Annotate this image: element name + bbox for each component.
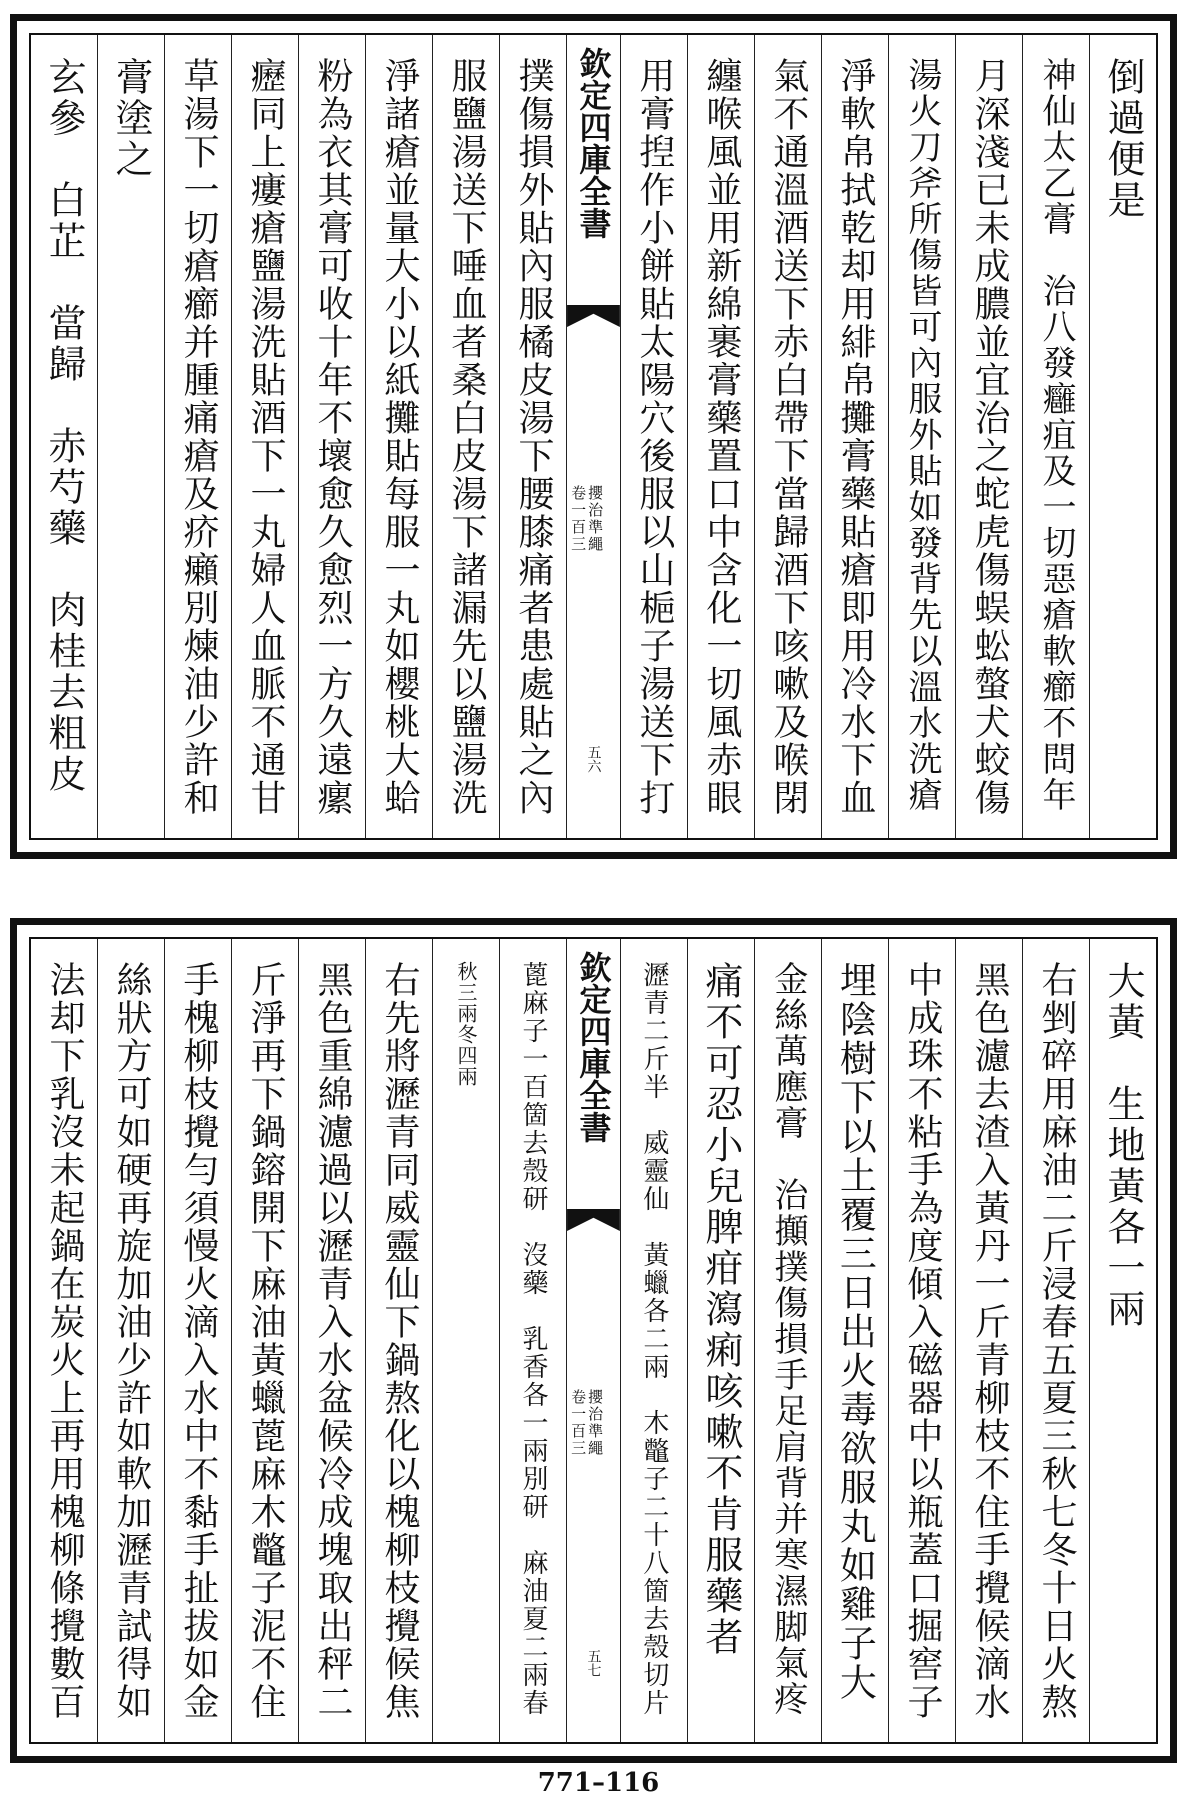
book-title: 欽定四庫全書 <box>574 47 613 239</box>
top-column-3 <box>955 35 1022 838</box>
text-column: 法却下乳沒未起鍋在炭火上再用槐柳條攪數百 <box>43 961 85 1721</box>
volume-label: 卷一百三 <box>569 485 588 553</box>
bottom-page-columns <box>29 937 1158 1744</box>
bottom-column-14 <box>164 939 231 1742</box>
bottom-column-1 <box>1089 939 1156 1742</box>
text-column: 瀝青二斤半 威靈仙 黃蠟各二兩 木鼈子二十八箇去殼切片 <box>638 961 669 1717</box>
text-column: 玄參 白芷 當歸 赤芍藥 肉桂去粗皮 <box>41 57 86 795</box>
text-column: 斤淨再下鍋鎔開下麻油黃蠟蓖麻木鼈子泥不住 <box>244 961 286 1721</box>
text-column: 神仙太乙膏 治八發癰疽及一切惡瘡軟癤不問年 <box>1035 57 1076 813</box>
text-column: 粉為衣其膏可收十年不壞愈久愈烈一方久遠瘰 <box>312 57 353 817</box>
text-column: 中成珠不粘手為度傾入磁器中以瓶蓋口掘窖子 <box>901 961 943 1721</box>
top-column-16 <box>31 35 97 838</box>
bottom-column-16 <box>31 939 97 1742</box>
top-column-14 <box>164 35 231 838</box>
top-column-12 <box>298 35 365 838</box>
top-column-10 <box>432 35 499 838</box>
top-column-9 <box>499 35 566 838</box>
top-column-1 <box>1089 35 1156 838</box>
bottom-column-8 <box>620 939 687 1742</box>
book-subtitle: 攖治準繩 <box>586 485 605 553</box>
bottom-column-4 <box>888 939 955 1742</box>
top-column-11 <box>365 35 432 838</box>
page-number: 771–116 <box>537 1768 660 1798</box>
text-column: 黑色重綿濾過以瀝青入水盆候冷成塊取出秤二 <box>312 961 353 1721</box>
text-column: 膏塗之 <box>108 57 153 180</box>
text-column: 撲傷損外貼內服橘皮湯下腰膝痛者患處貼之內 <box>513 57 555 817</box>
text-column: 氣不通溫酒送下赤白帶下當歸酒下咳嗽及喉閉 <box>767 57 809 817</box>
text-column: 黑色濾去渣入黃丹一斤青柳枝不住手攪候滴水 <box>968 961 1010 1721</box>
text-column: 絲狀方可如硬再旋加油少許如軟加瀝青試得如 <box>110 961 152 1721</box>
top-column-13 <box>231 35 298 838</box>
top-column-5 <box>821 35 888 838</box>
text-column: 右剉碎用麻油二斤浸春五夏三秋七冬十日火熬 <box>1035 961 1077 1721</box>
text-column: 淨諸瘡並量大小以紙攤貼每服一丸如櫻桃大蛤 <box>379 57 421 817</box>
top-column-4 <box>888 35 955 838</box>
text-column: 月深淺已未成膿並宜治之蛇虎傷蜈蚣螫犬蛟傷 <box>968 57 1010 817</box>
text-column: 用膏揑作小餅貼太陽穴後服以山梔子湯送下打 <box>633 57 675 817</box>
bottom-center-fold <box>566 939 620 1742</box>
text-column: 服鹽湯送下唾血者桑白皮湯下諸漏先以鹽湯洗 <box>446 57 488 817</box>
text-column: 湯火刀斧所傷皆可內服外貼如發背先以溫水洗瘡 <box>901 57 942 813</box>
folio-number: 五六 <box>585 745 602 773</box>
text-column: 倒過便是 <box>1100 57 1145 221</box>
bottom-column-7 <box>687 939 754 1742</box>
volume-label: 卷一百三 <box>569 1389 588 1457</box>
text-column: 右先將瀝青同威靈仙下鍋熬化以槐柳枝攪候焦 <box>379 961 421 1721</box>
bottom-column-12 <box>298 939 365 1742</box>
top-column-15 <box>97 35 164 838</box>
top-column-2 <box>1022 35 1089 838</box>
text-column: 大黃 生地黃各一兩 <box>1100 961 1145 1330</box>
bottom-column-3 <box>955 939 1022 1742</box>
text-column: 痛不可忍小兒脾疳瀉痢咳嗽不肯服藥者 <box>698 961 743 1658</box>
text-column: 淨軟帛拭乾却用緋帛攤膏藥貼瘡即用冷水下血 <box>834 57 876 817</box>
bottom-column-11 <box>365 939 432 1742</box>
top-center-fold <box>566 35 620 838</box>
book-title: 欽定四庫全書 <box>574 951 613 1143</box>
bottom-column-9 <box>499 939 566 1742</box>
fishtail-mark <box>567 1209 620 1231</box>
top-column-8 <box>620 35 687 838</box>
bottom-page-frame <box>10 918 1177 1763</box>
bottom-column-10 <box>432 939 499 1742</box>
bottom-column-15 <box>97 939 164 1742</box>
text-column: 草湯下一切瘡癤并腫痛瘡及疥癩別煉油少許和 <box>177 57 219 817</box>
top-column-6 <box>754 35 821 838</box>
text-column: 埋陰樹下以土覆三日出火毒欲服丸如雞子大 <box>833 961 877 1702</box>
bottom-column-5 <box>821 939 888 1742</box>
book-subtitle: 攖治準繩 <box>586 1389 605 1457</box>
bottom-column-2 <box>1022 939 1089 1742</box>
bottom-column-6 <box>754 939 821 1742</box>
text-column: 癧同上瘻瘡鹽湯洗貼酒下一丸婦人血脈不通甘 <box>244 57 286 817</box>
text-column: 秋三兩冬四兩 <box>454 961 479 1087</box>
text-column: 纏喉風並用新綿裹膏藥置口中含化一切風赤眼 <box>700 57 742 817</box>
top-column-7 <box>687 35 754 838</box>
text-column: 金絲萬應膏 治攧撲傷損手足肩背并寒濕脚氣疼 <box>767 961 808 1717</box>
top-page-frame <box>10 14 1177 859</box>
text-column: 蓖麻子一百箇去殼研 沒藥 乳香各一兩別研 麻油夏二兩春 <box>518 961 549 1717</box>
folio-number: 五七 <box>585 1649 602 1677</box>
text-column: 手槐柳枝攪勻須慢火滴入水中不黏手扯拔如金 <box>177 961 219 1721</box>
bottom-column-13 <box>231 939 298 1742</box>
fishtail-mark <box>567 305 620 327</box>
top-page-columns <box>29 33 1158 840</box>
